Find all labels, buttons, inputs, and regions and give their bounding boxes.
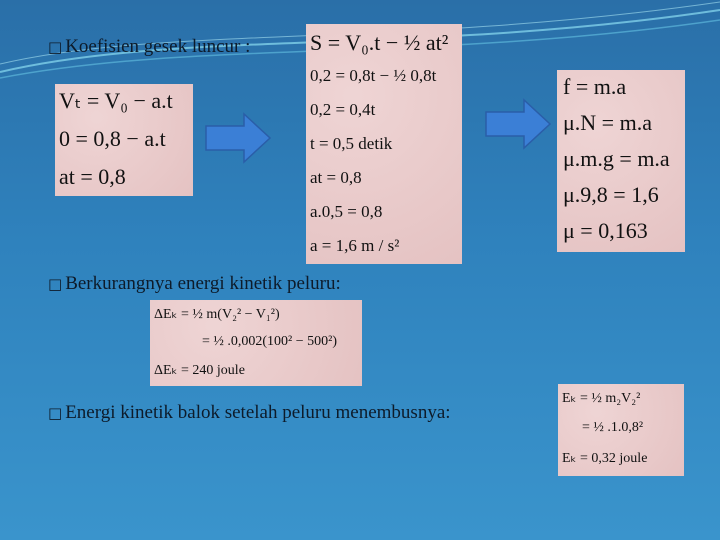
equation-line: S = V₀.t − ½ at²	[310, 30, 449, 55]
bullet-friction-coefficient	[48, 36, 250, 58]
equation-line: = ½ .0,002(100² − 500²)	[202, 334, 338, 349]
equation-line: at = 0,8	[59, 164, 126, 189]
equation-line: Vₜ = V₀ − a.t	[59, 88, 173, 113]
equation-line: a.0,5 = 0,8	[310, 202, 383, 221]
equation-line: 0,2 = 0,8t − ½ 0,8t	[310, 66, 437, 85]
equation-line: ΔEₖ = ½ m(V₂² − V₁²)	[154, 307, 280, 322]
equation-line: = ½ .1.0,8²	[582, 420, 644, 435]
right-arrow-icon	[204, 112, 272, 164]
equation-line: μ.9,8 = 1,6	[563, 182, 659, 207]
equation-panel-friction	[557, 70, 685, 252]
equation-line: 0,2 = 0,4t	[310, 100, 376, 119]
equation-line: ΔEₖ = 240 joule	[154, 363, 245, 378]
equation-line: μ.m.g = m.a	[563, 146, 670, 171]
bullet-text: Berkurangnya energi kinetik peluru:	[65, 273, 341, 294]
right-arrow-icon	[484, 98, 552, 150]
equation-line: at = 0,8	[310, 168, 362, 187]
equation-panel-velocity	[55, 84, 193, 196]
equation-panel-distance	[306, 24, 462, 264]
equation-line: 0 = 0,8 − a.t	[59, 126, 166, 151]
bullet-block-kinetic-energy	[48, 402, 451, 424]
equation-line: a = 1,6 m / s²	[310, 236, 400, 255]
equation-line: μ = 0,163	[563, 218, 648, 243]
bullet-mark: □	[48, 404, 63, 422]
equation-line: Eₖ = 0,32 joule	[562, 451, 648, 466]
equation-line: t = 0,5 detik	[310, 134, 393, 153]
equation-panel-block-energy	[558, 384, 684, 476]
equation-line: μ.N = m.a	[563, 110, 652, 135]
bullet-kinetic-energy-loss	[48, 273, 341, 295]
equation-panel-energy-loss	[150, 300, 362, 386]
bullet-text: Koefisien gesek luncur :	[65, 36, 251, 57]
bullet-mark: □	[48, 275, 63, 293]
equation-line: f = m.a	[563, 74, 627, 99]
bullet-mark: □	[48, 38, 63, 56]
bullet-text: Energi kinetik balok setelah peluru menembusnya:	[65, 402, 451, 423]
equation-line: Eₖ = ½ m₂V₂²	[562, 391, 641, 406]
